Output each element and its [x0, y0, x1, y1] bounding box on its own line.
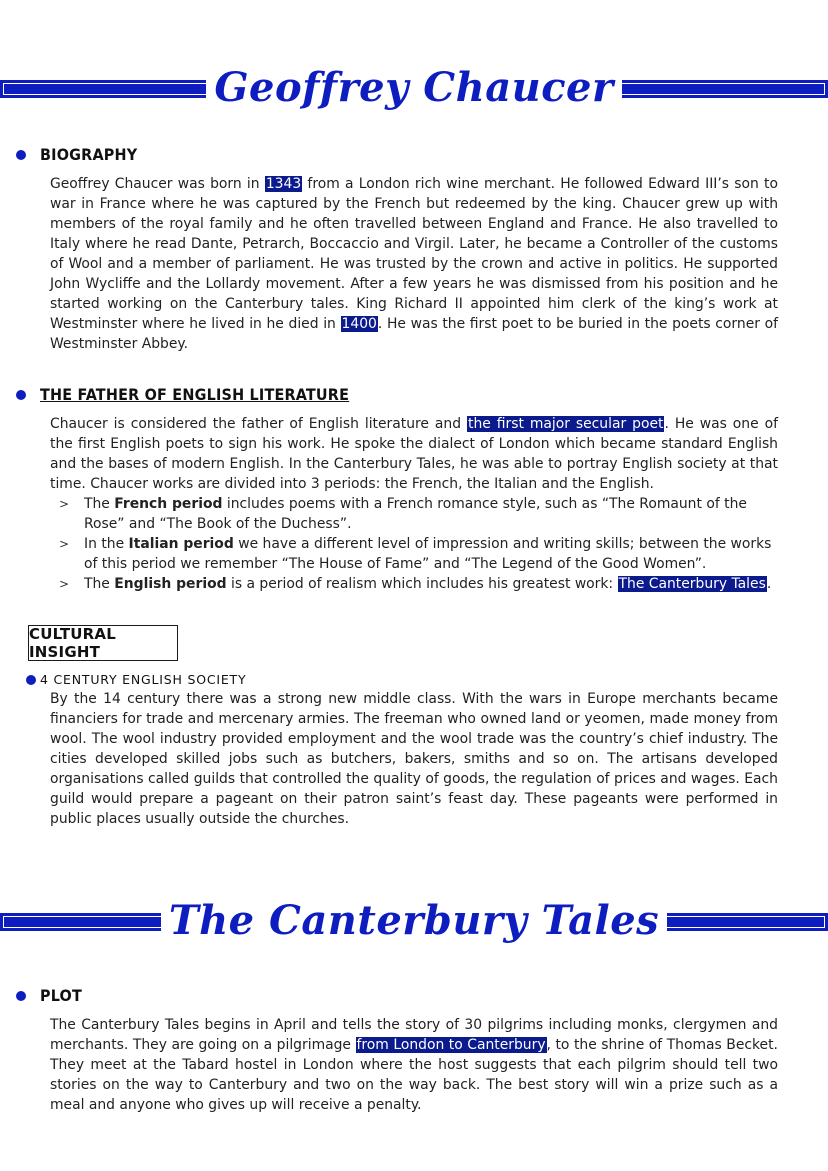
bullet-icon [26, 675, 36, 685]
bullet-icon [16, 150, 26, 160]
highlight-1343: 1343 [265, 176, 302, 192]
section-title: The Canterbury Tales [0, 891, 828, 951]
bullet-icon [16, 991, 26, 1001]
cultural-paragraph: By the 14 century there was a strong new middle class. With the wars in Europe merchants became financiers for trade and mercenary armies. The freeman who owned land or yeomen, made money from wool. The wool industry provided employment and the wool trade was the country’s chief industry. The cities developed skilled jobs such as butchers, bakers, smiths and so on. The artisans developed organisations called guilds that controlled the quality of goods, the regulation of prices and wages. Each guild would prepare a pageant on their patron saint’s feast day. These pageants were performed in public places usually outside the churches. [50, 691, 778, 827]
title-band-chaucer [0, 60, 828, 120]
section-heading-plot [16, 986, 82, 1005]
chevron-right-icon: > [59, 537, 70, 551]
cultural-insight-box: CULTURAL INSIGHT [28, 625, 178, 661]
page-title: Geoffrey Chaucer [0, 60, 828, 116]
subheading-society [26, 672, 246, 687]
heading-text: THE FATHER OF ENGLISH LITERATURE [40, 385, 350, 404]
highlight-canterbury-tales: The Canterbury Tales [618, 576, 766, 592]
heading-text: PLOT [40, 986, 83, 1005]
periods-list [50, 494, 778, 594]
section-heading-biography [16, 145, 137, 164]
highlight-1400: 1400 [341, 316, 377, 332]
chevron-right-icon: > [59, 497, 70, 511]
father-paragraph: Chaucer is considered the father of English literature and the first major secular poet. He was one of the first English poets to sign his work. He spoke the dialect of London which became standard English and the bases of modern English. In the Canterbury Tales, he was able to portray English society at that time. Chaucer works are divided into 3 periods: the French, the Italian and the English. [50, 416, 778, 492]
list-item: > In the Italian period we have a different level of impression and writing skills; between the works of this period we remember “The House of Fame” and “The Legend of the Good Women”. [59, 536, 772, 572]
list-item: > The English period is a period of realism which includes his greatest work: The Canterbury Tales. [59, 576, 772, 592]
list-item: > The French period includes poems with a French romance style, such as “The Romaunt of the Rose” and “The Book of the Duchess”. [59, 496, 747, 532]
bullet-icon [16, 390, 26, 400]
highlight-secular-poet: the first major secular poet [468, 416, 664, 432]
highlight-london-canterbury: from London to Canterbury [356, 1037, 546, 1053]
section-heading-father [16, 385, 349, 404]
title-band-canterbury [0, 891, 828, 951]
heading-text: BIOGRAPHY [40, 145, 138, 164]
biography-paragraph: Geoffrey Chaucer was born in 1343 from a London rich wine merchant. He followed Edward III’s son to war in France where he was captured by the French but redeemed by the king. Chaucer grew up with members of the royal family and he often travelled between England and France. He also travelled to Italy where he read Dante, Petrarch, Boccaccio and Virgil. Later, he became a Controller of the customs of Wool and a member of parliament. He was trusted by the crown and active in politics. He supported John Wycliffe and the Lollardy movement. After a few years he was dismissed from his position and he started working on the Canterbury tales. King Richard II appointed him clerk of the king’s work at Westminster where he lived in he died in 1400. He was the first poet to be buried in the poets corner of Westminster Abbey. [50, 176, 778, 352]
plot-paragraph: The Canterbury Tales begins in April and tells the story of 30 pilgrims including monks, clergymen and merchants. They are going on a pilgrimage from London to Canterbury, to the shrine of Thomas Becket. They meet at the Tabard hostel in London where the host suggests that each pilgrim should tell two stories on the way to Canterbury and two on the way back. The best story will win a prize such as a meal and anyone who gives up will receive a penalty. [50, 1017, 778, 1113]
chevron-right-icon: > [59, 577, 70, 591]
subheading-text: 4 CENTURY ENGLISH SOCIETY [40, 672, 247, 687]
